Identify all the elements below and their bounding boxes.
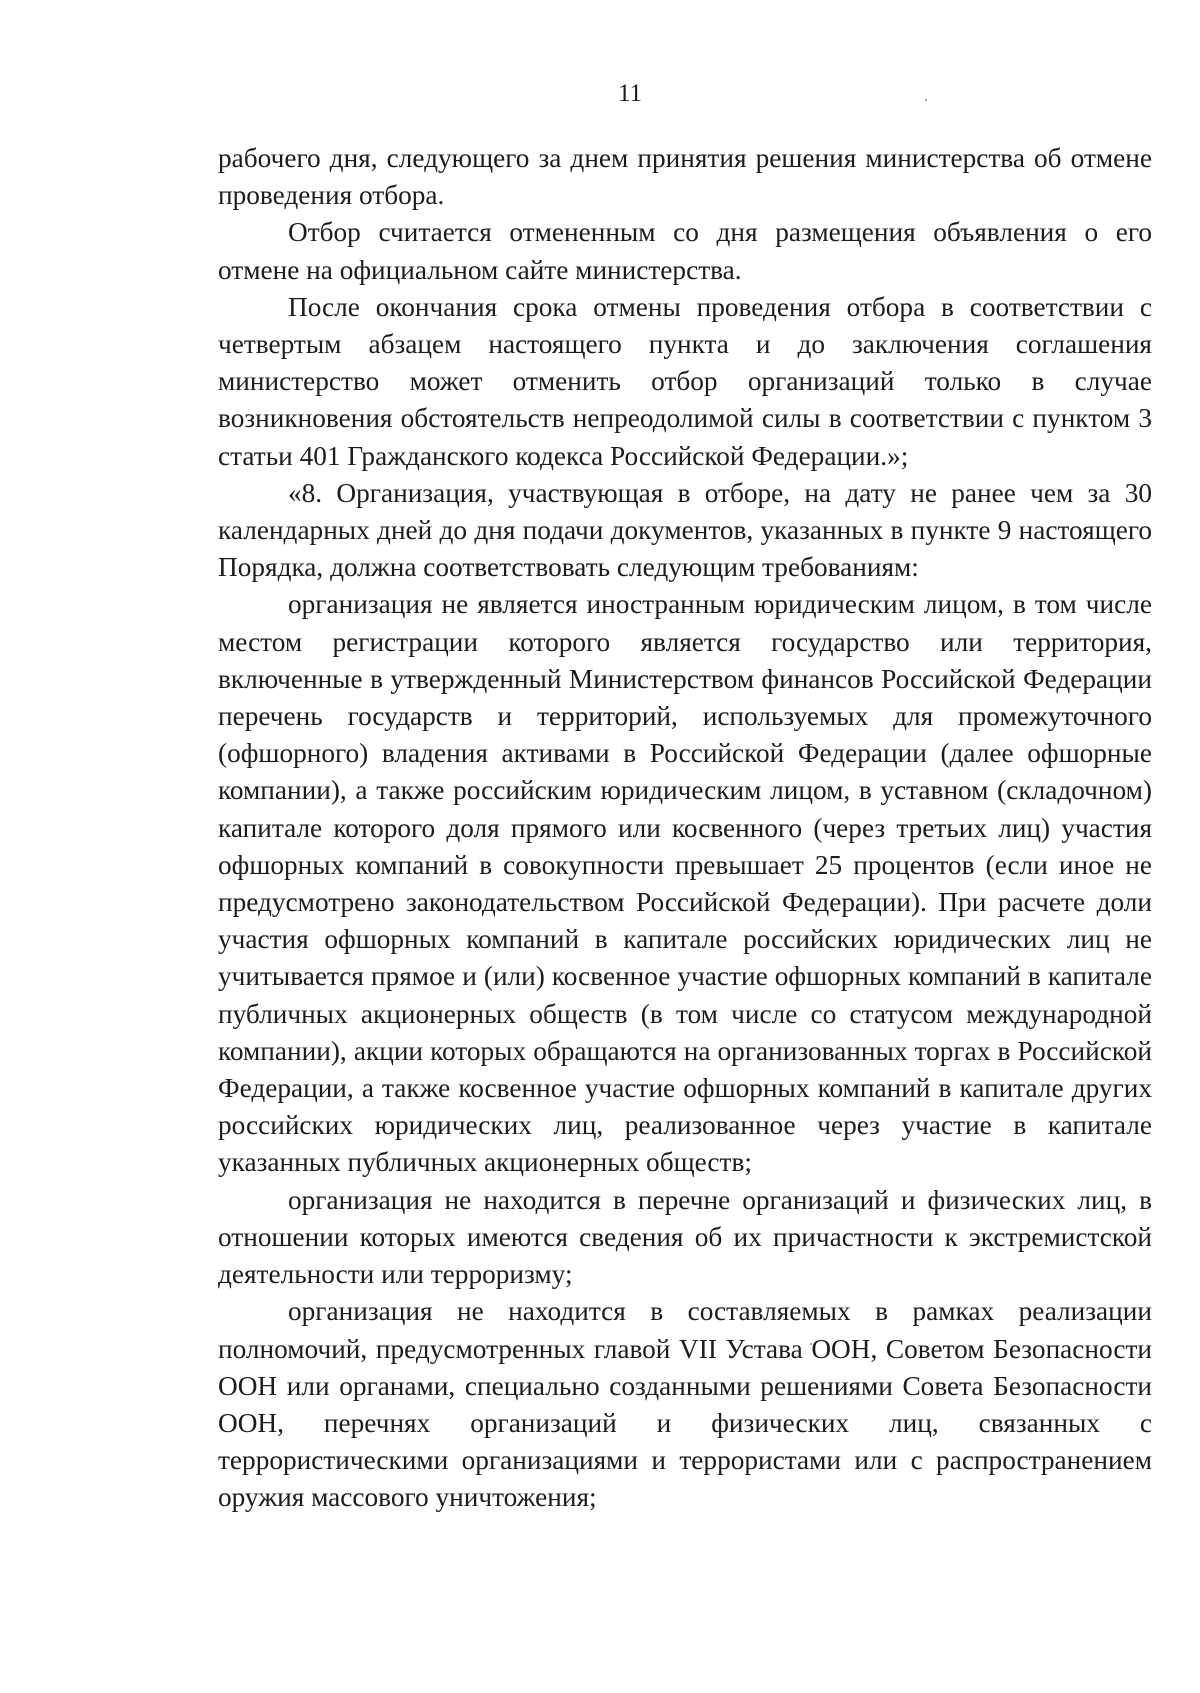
paragraph-extremism-requirement: организация не находится в перечне организаций и физических лиц, в отношении которых имеются сведения об их причастности к экстремистской деятельности или терроризму; bbox=[218, 1184, 1152, 1290]
paragraph-un-sanctions-requirement: организация не находится в составляемых в рамках реализации полномочий, предусмотренных главой VII Устава ООН, Советом Безопасности ООН или органами, специально созданными решениями Совета Безопасности ООН, перечнях организаций и физических лиц, связанных с террористическими организациями и террористами или с распространением оружия массового уничтожения; bbox=[218, 1296, 1152, 1513]
document-body bbox=[218, 140, 1152, 1517]
paragraph-item-8-requirements: «8. Организация, участвующая в отборе, на дату не ранее чем за 30 календарных дней до дня подачи документов, указанных в пункте 9 настоящего Порядка, должна соответствовать следующим требованиям: bbox=[218, 477, 1152, 583]
page-number: 11 bbox=[617, 80, 643, 107]
paragraph-cancellation-effective: Отбор считается отмененным со дня размещения объявления о его отмене на официальном сайте министерства. bbox=[218, 217, 1152, 285]
paragraph-continuation: рабочего дня, следующего за днем принятия решения министерства об отмене проведения отбора. bbox=[218, 143, 1152, 211]
paragraph-offshore-requirement: организация не является иностранным юридическим лицом, в том числе местом регистрации которого является государство или территория, включенные в утвержденный Министерством финансов Российской Федерации перечень государств и территорий, используемых для промежуточного (офшорного) владения активами в Российской Федерации (далее офшорные компании), а также российским юридическим лицом, в уставном (складочном) капитале которого доля прямого или косвенного (через третьих лиц) участия офшорных компаний в совокупности превышает 25 процентов (если иное не предусмотрено законодательством Российской Федерации). При расчете доли участия офшорных компаний в капитале российских юридических лиц не учитывается прямое и (или) косвенное участие офшорных компаний в капитале публичных акционерных обществ (в том числе со статусом международной компании), акции которых обращаются на организованных торгах в Российской Федерации, а также косвенное участие офшорных компаний в капитале других российских юридических лиц, реализованное через участие в капитале указанных публичных акционерных обществ; bbox=[218, 589, 1152, 1178]
paragraph-force-majeure: После окончания срока отмены проведения отбора в соответствии с четвертым абзацем настоящего пункта и до заключения соглашения министерство может отменить отбор организаций только в случае возникновения обстоятельств непреодолимой силы в соответствии с пунктом 3 статьи 401 Гражданского кодекса Российской Федерации.»; bbox=[218, 291, 1152, 471]
